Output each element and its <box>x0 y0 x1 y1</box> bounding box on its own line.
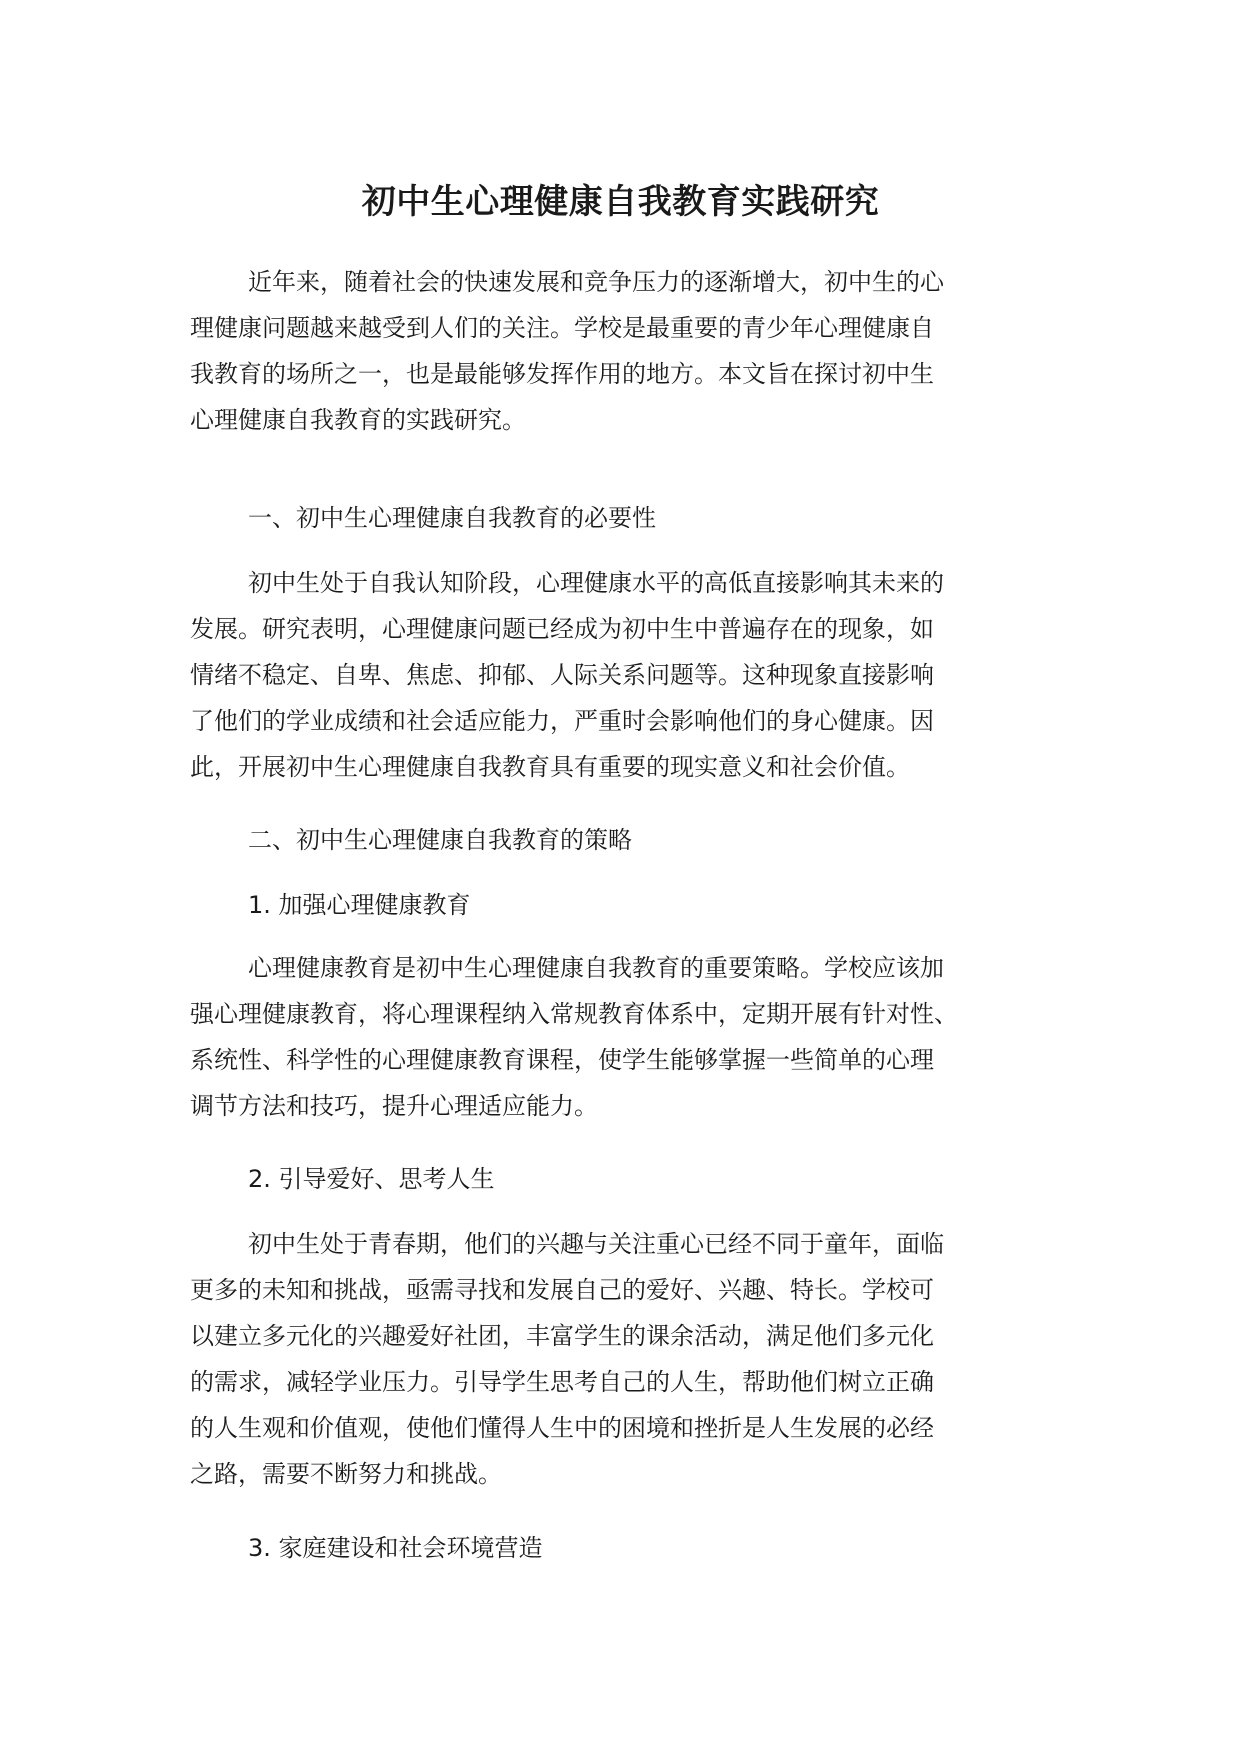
paragraph-intro <box>190 259 1070 443</box>
section-heading-text: 二、初中生心理健康自我教育的策略 <box>248 826 632 854</box>
paragraph-line: 调节方法和技巧，提升心理适应能力。 <box>190 1092 598 1120</box>
document-title: 初中生心理健康自我教育实践研究 <box>361 182 880 222</box>
paragraph-line: 发展。研究表明，心理健康问题已经成为初中生中普遍存在的现象，如 <box>190 615 934 643</box>
subsection-heading-2 <box>190 1156 1070 1202</box>
paragraph-strategy-2 <box>190 1221 1070 1497</box>
paragraph-line: 的人生观和价值观，使他们懂得人生中的困境和挫折是人生发展的必经 <box>190 1414 934 1442</box>
paragraph-line: 情绪不稳定、自卑、焦虑、抑郁、人际关系问题等。这种现象直接影响 <box>190 661 934 689</box>
paragraph-line: 以建立多元化的兴趣爱好社团，丰富学生的课余活动，满足他们多元化 <box>190 1322 934 1350</box>
paragraph-line: 心理健康教育是初中生心理健康自我教育的重要策略。学校应该加 <box>248 954 944 982</box>
paragraph-strategy-1 <box>190 945 1070 1129</box>
paragraph-line: 此，开展初中生心理健康自我教育具有重要的现实意义和社会价值。 <box>190 753 910 781</box>
section-heading-text: 一、初中生心理健康自我教育的必要性 <box>248 504 656 532</box>
paragraph-line: 近年来，随着社会的快速发展和竞争压力的逐渐增大，初中生的心 <box>248 268 944 296</box>
paragraph-line: 更多的未知和挑战，亟需寻找和发展自己的爱好、兴趣、特长。学校可 <box>190 1276 934 1304</box>
paragraph-line: 系统性、科学性的心理健康教育课程，使学生能够掌握一些简单的心理 <box>190 1046 934 1074</box>
subsection-heading-3 <box>190 1525 1070 1571</box>
paragraph-line: 初中生处于青春期，他们的兴趣与关注重心已经不同于童年，面临 <box>248 1230 944 1258</box>
subsection-heading-text: 2. 引导爱好、思考人生 <box>248 1165 495 1193</box>
paragraph-line: 心理健康自我教育的实践研究。 <box>190 406 526 434</box>
section-heading-2 <box>190 817 1070 863</box>
paragraph-line: 我教育的场所之一，也是最能够发挥作用的地方。本文旨在探讨初中生 <box>190 360 934 388</box>
paragraph-line: 了他们的学业成绩和社会适应能力，严重时会影响他们的身心健康。因 <box>190 707 934 735</box>
paragraph-line: 初中生处于自我认知阶段，心理健康水平的高低直接影响其未来的 <box>248 569 944 597</box>
paragraph-necessity <box>190 560 1070 790</box>
subsection-heading-text: 3. 家庭建设和社会环境营造 <box>248 1534 543 1562</box>
subsection-heading-1 <box>190 882 1070 928</box>
paragraph-line: 之路，需要不断努力和挑战。 <box>190 1460 502 1488</box>
section-heading-1 <box>190 495 1070 541</box>
paragraph-line: 强心理健康教育，将心理课程纳入常规教育体系中，定期开展有针对性、 <box>190 1000 958 1028</box>
paragraph-line: 的需求，减轻学业压力。引导学生思考自己的人生，帮助他们树立正确 <box>190 1368 934 1396</box>
subsection-heading-text: 1. 加强心理健康教育 <box>248 891 471 919</box>
paragraph-line: 理健康问题越来越受到人们的关注。学校是最重要的青少年心理健康自 <box>190 314 934 342</box>
